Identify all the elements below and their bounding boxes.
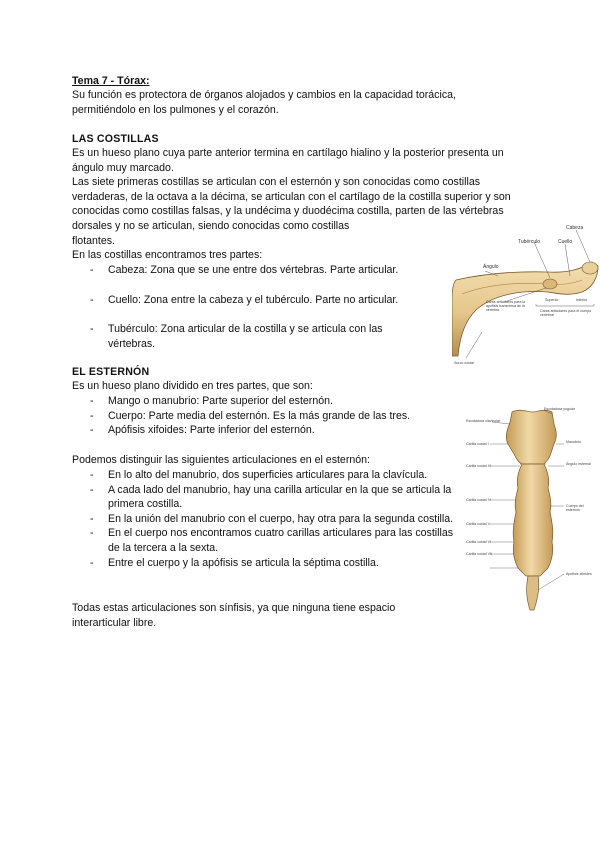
- esternon-articulations-list: [72, 468, 456, 570]
- rib-label-caras-vertebra: Caras articulares para la apófisis transversa de la vértebra: [486, 300, 526, 312]
- list-item: - En la unión del manubrio con el cuerpo, hay otra para la segunda costilla.: [72, 512, 456, 527]
- list-item: - Cabeza: Zona que se une entre dos vértebras. Parte articular.: [72, 263, 422, 278]
- sternum-label-carilla-5: Carilla costal V: [466, 522, 490, 526]
- sternum-label-escotadura-yugular: Escotadura yugular: [544, 407, 575, 411]
- rib-label-surco: Surco costal: [454, 361, 474, 365]
- rib-tubercle: [543, 279, 557, 289]
- rib-label-caras-cuerpo: Caras articulares para el cuerpo vertebral: [540, 309, 592, 317]
- rib-label-inferior: Inferior: [576, 298, 588, 302]
- sternum-label-carilla-7: Carilla costal VII: [466, 552, 492, 556]
- list-item: - Mango o manubrio: Parte superior del esternón.: [72, 394, 462, 409]
- list-item: - Apófisis xifoides: Parte inferior del esternón.: [72, 423, 462, 438]
- list-item: - Cuello: Zona entre la cabeza y el tubérculo. Parte no articular.: [72, 293, 422, 308]
- intro-paragraph: Su función es protectora de órganos alojados y cambios en la capacidad torácica, permitiéndolo en los pulmones y el corazón.: [72, 89, 456, 116]
- rib-label-angulo: Ángulo: [483, 264, 499, 270]
- sternum-body: [513, 464, 553, 576]
- list-item: - A cada lado del manubrio, hay una carilla articular en la que se articula la primera costilla.: [72, 483, 456, 512]
- esternon-parts-list: [72, 394, 462, 438]
- rib-label-cuello: Cuello: [558, 239, 573, 245]
- sternum-label-xifoides: Apófisis xifoides: [566, 572, 592, 576]
- esternon-conclusion: Todas estas articulaciones son sínfisis, ya que ninguna tiene espacio interarticular libre.: [72, 602, 396, 629]
- sternum-figure: [462, 400, 600, 618]
- costillas-paragraph-1: Es un hueso plano cuya parte anterior termina en cartílago hialino y la posterior presenta un ángulo muy marcado.: [72, 147, 504, 174]
- costillas-paragraph-2-end: flotantes.: [72, 235, 115, 247]
- rib-head: [582, 262, 598, 274]
- rib-label-superior: Superior: [545, 298, 559, 302]
- sternum-label-carilla-6: Carilla costal VI: [466, 540, 491, 544]
- sternum-label-escotadura-clavicular: Escotadura clavicular: [466, 419, 501, 423]
- sternum-label-cuerpo: Cuerpo del esternón: [566, 504, 584, 512]
- costillas-heading: LAS COSTILLAS: [72, 133, 159, 145]
- sternum-label-angulo: Ángulo esternal: [566, 462, 591, 466]
- rib-figure: [452, 222, 600, 370]
- sternum-label-carilla-3: Carilla costal III: [466, 464, 491, 468]
- esternon-paragraph-1: Es un hueso plano dividido en tres partes, que son:: [72, 380, 313, 392]
- sternum-manubrium: [506, 410, 556, 464]
- list-item: - En el cuerpo nos encontramos cuatro carillas articulares para las costillas de la tercera a la sexta.: [72, 526, 456, 555]
- costillas-parts-intro: En las costillas encontramos tres partes:: [72, 249, 263, 261]
- costillas-paragraph-2: Las siete primeras costillas se articulan con el esternón y son conocidas como costillas verdaderas, de la octava a la décima, se articulan con el cartílago de la costilla superior y son conocidas como costillas falsas, y la undécima y duodécima costilla, parten de las vértebras dorsales y no se articulan, siendo conocidas como costillas: [72, 176, 511, 232]
- rib-label-cabeza: Cabeza: [566, 225, 584, 231]
- list-item: - Entre el cuerpo y la apófisis se articula la séptima costilla.: [72, 556, 456, 571]
- costillas-parts-list: [72, 263, 422, 351]
- rib-label-tuberculo: Tubérculo: [518, 239, 541, 245]
- sternum-label-carilla-4: Carilla costal IV: [466, 498, 491, 502]
- esternon-paragraph-2: Podemos distinguir las siguientes articulaciones en el esternón:: [72, 454, 370, 466]
- sternum-label-carilla-1: Carilla costal I: [466, 442, 489, 446]
- list-item: - Tubérculo: Zona articular de la costilla y se articula con las vértebras.: [72, 322, 422, 351]
- list-item: - En lo alto del manubrio, dos superficies articulares para la clavícula.: [72, 468, 456, 483]
- sternum-label-manubrio: Manubrio: [566, 440, 581, 444]
- page-title: Tema 7 - Tórax:: [72, 75, 150, 87]
- list-item: - Cuerpo: Parte media del esternón. Es la más grande de las tres.: [72, 409, 462, 424]
- esternon-heading: EL ESTERNÓN: [72, 366, 150, 378]
- sternum-xiphoid: [527, 576, 539, 610]
